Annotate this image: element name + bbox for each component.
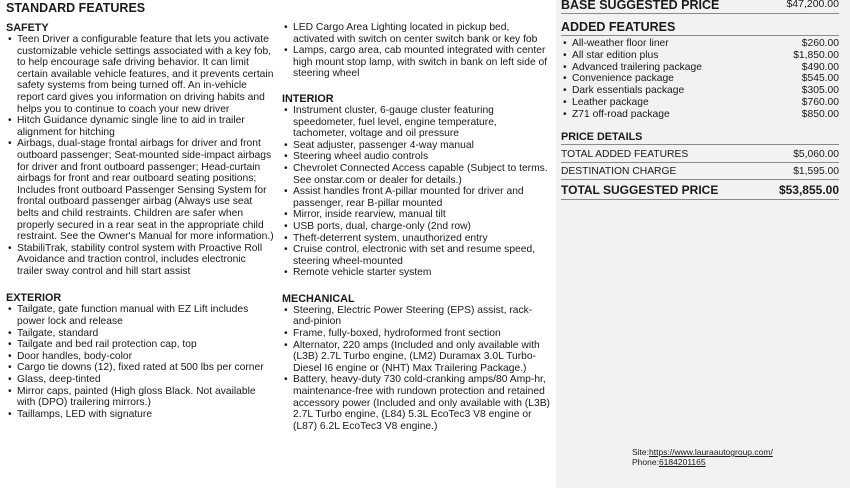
mechanical-feature-item: • Frame, fully-boxed, hydroformed front section: [282, 328, 550, 340]
added-feature-name: • Z71 off-road package: [563, 108, 670, 120]
destination-row: [561, 166, 839, 177]
exterior-feature-item: • Glass, deep-tinted: [6, 374, 274, 386]
interior-title: INTERIOR: [282, 92, 334, 105]
mechanical-title: MECHANICAL: [282, 292, 355, 305]
divider: [561, 162, 839, 163]
total-price-value: $53,855.00: [778, 183, 839, 197]
added-feature-row: [561, 50, 839, 62]
divider: [561, 199, 839, 200]
mechanical-feature-item: • Steering, Electric Power Steering (EPS) assist, rack-and-pinion: [282, 305, 550, 328]
interior-list: [282, 105, 550, 279]
added-feature-price: $545.00: [801, 73, 839, 85]
destination-label: DESTINATION CHARGE: [561, 166, 677, 177]
site-label: Site:: [632, 447, 650, 457]
base-price-label: BASE SUGGESTED PRICE: [561, 0, 720, 12]
total-added-value: $5,060.00: [793, 149, 839, 160]
exterior-feature-item: • Tailgate, standard: [6, 328, 274, 340]
interior-feature-item: • USB ports, dual, charge-only (2nd row): [282, 221, 550, 233]
exterior-feature-item: • Tailgate and bed rail protection cap, top: [6, 339, 274, 351]
exterior-feature-item: • Tailgate, gate function manual with EZ Lift includes power lock and release: [6, 304, 274, 327]
safety-feature-item: • StabiliTrak, stability control system with Proactive Roll Avoidance and traction control, includes electronic trailer sway control and hill start assist: [6, 243, 274, 278]
added-feature-row: [561, 38, 839, 50]
bullet: •: [563, 108, 567, 120]
mechanical-feature-item: • Alternator, 220 amps (Included and only available with (L3B) 2.7L Turbo engine, (LM2) Duramax 3.0L Turbo-Diesel I6 engine or (NHT) Max Trailering Package.): [282, 340, 550, 375]
phone-link[interactable]: 6184201165: [658, 457, 706, 467]
safety-feature-item: • Hitch Guidance dynamic single line to aid in trailer alignment for hitching: [6, 115, 274, 138]
phone-label: Phone:: [632, 457, 659, 467]
base-price-value: $47,200.00: [786, 0, 839, 10]
added-feature-price: $490.00: [801, 61, 839, 73]
added-features-title: ADDED FEATURES: [561, 20, 676, 34]
phone-line: [632, 457, 773, 467]
added-features-list: [561, 38, 839, 121]
added-feature-price: $850.00: [801, 108, 839, 120]
added-feature-name: • All star edition plus: [563, 49, 659, 61]
interior-feature-item: • Remote vehicle starter system: [282, 267, 550, 279]
added-feature-name: • Dark essentials package: [563, 85, 685, 97]
added-feature-row: [561, 73, 839, 85]
added-feature-name: • Advanced trailering package: [563, 61, 702, 73]
bullet: •: [563, 49, 567, 61]
added-feature-row: [561, 109, 839, 121]
standard-features-title: STANDARD FEATURES: [6, 1, 146, 15]
exterior-feature-item: • Cargo tie downs (12), fixed rated at 500 lbs per corner: [6, 362, 274, 374]
safety-title: SAFETY: [6, 22, 49, 34]
site-link[interactable]: https://www.lauraautogroup.com/: [649, 447, 773, 457]
exterior-feature-item: • Mirror caps, painted (High gloss Black. Not available with (DPO) trailering mirrors.): [6, 386, 274, 409]
safety-feature-item: • Teen Driver a configurable feature that lets you activate customizable vehicle settings associated with a key fob, to help encourage safe driving behavior. It can limit certain available vehicle features, and it prevents certain safety systems from being turned off. An in-vehicle report card gives you information on driving habits and helps you to continue to coach your new driver: [6, 34, 274, 115]
added-feature-price: $260.00: [801, 38, 839, 49]
bullet: •: [563, 38, 567, 49]
added-feature-price: $1,850.00: [793, 49, 839, 61]
added-feature-name: • Convenience package: [563, 73, 674, 85]
exterior-title: EXTERIOR: [6, 292, 62, 305]
features-column-left: [6, 0, 274, 420]
added-feature-row: [561, 85, 839, 97]
interior-feature-item: • Instrument cluster, 6-gauge cluster featuring speedometer, fuel level, engine temperature, tachometer, voltage and oil pressure: [282, 105, 550, 140]
total-price-row: [561, 183, 839, 197]
price-details-title: PRICE DETAILS: [561, 131, 643, 143]
interior-feature-item: • Chevrolet Connected Access capable (Subject to terms. See onstar.com or dealer for details.): [282, 163, 550, 186]
divider: [561, 13, 839, 14]
added-feature-name: • Leather package: [563, 96, 649, 108]
bullet: •: [563, 61, 567, 73]
added-feature-price: $305.00: [801, 85, 839, 97]
dealer-contact: [632, 447, 773, 467]
exterior-list-continued: [282, 22, 550, 80]
exterior-list: [6, 304, 274, 420]
interior-feature-item: • Assist handles front A-pillar mounted for driver and passenger, rear B-pillar mounted: [282, 186, 550, 209]
interior-feature-item: • Theft-deterrent system, unauthorized entry: [282, 233, 550, 245]
exterior-feature-item: • Taillamps, LED with signature: [6, 409, 274, 421]
interior-feature-item: • Seat adjuster, passenger 4-way manual: [282, 140, 550, 152]
total-added-label: TOTAL ADDED FEATURES: [561, 149, 689, 160]
interior-feature-item: • Cruise control, electronic with set and resume speed, steering wheel-mounted: [282, 244, 550, 267]
base-price-row: [561, 0, 839, 12]
safety-feature-item: • Airbags, dual-stage frontal airbags for driver and front outboard passenger; Seat-mounted side-impact airbags for driver and front outboard passenger; Head-curtain airbags for front and rear outboard seating positions; Includes front outboard Passenger Sensing System for frontal outboard passenger airbag (Always use seat belts and child restraints. Children are safer when properly secured in a rear seat in the appropriate child restraint. See the Owner's Manual for more information.): [6, 138, 274, 242]
divider: [561, 35, 839, 36]
added-feature-row: [561, 62, 839, 74]
destination-value: $1,595.00: [793, 166, 839, 177]
divider: [561, 144, 839, 145]
safety-list: [6, 34, 274, 277]
exterior-feature-item: • Lamps, cargo area, cab mounted integrated with center high mount stop lamp, with switch in bank on left side of steering wheel: [282, 45, 550, 80]
total-price-label: TOTAL SUGGESTED PRICE: [561, 183, 719, 197]
added-feature-name: • All-weather floor liner: [563, 38, 669, 49]
interior-feature-item: • Steering wheel audio controls: [282, 151, 550, 163]
exterior-feature-item: • LED Cargo Area Lighting located in pickup bed, activated with switch on center switch bank or key fob: [282, 22, 550, 45]
added-feature-price: $760.00: [801, 96, 839, 108]
bullet: •: [563, 85, 567, 97]
mechanical-list: [282, 305, 550, 433]
exterior-feature-item: • Door handles, body-color: [6, 351, 274, 363]
interior-feature-item: • Mirror, inside rearview, manual tilt: [282, 209, 550, 221]
bullet: •: [563, 73, 567, 85]
site-line: [632, 447, 773, 457]
mechanical-feature-item: • Battery, heavy-duty 730 cold-cranking amps/80 Amp-hr, maintenance-free with rundown protection and retained accessory power (Included and only available with (L3B) 2.7L Turbo engine, (L84) 5.3L EcoTec3 V8 engine or (L87) 6.2L EcoTec3 V8 engine.): [282, 374, 550, 432]
features-column-middle: [282, 0, 550, 432]
bullet: •: [563, 96, 567, 108]
divider: [561, 179, 839, 180]
added-feature-row: [561, 97, 839, 109]
total-added-row: [561, 149, 839, 160]
